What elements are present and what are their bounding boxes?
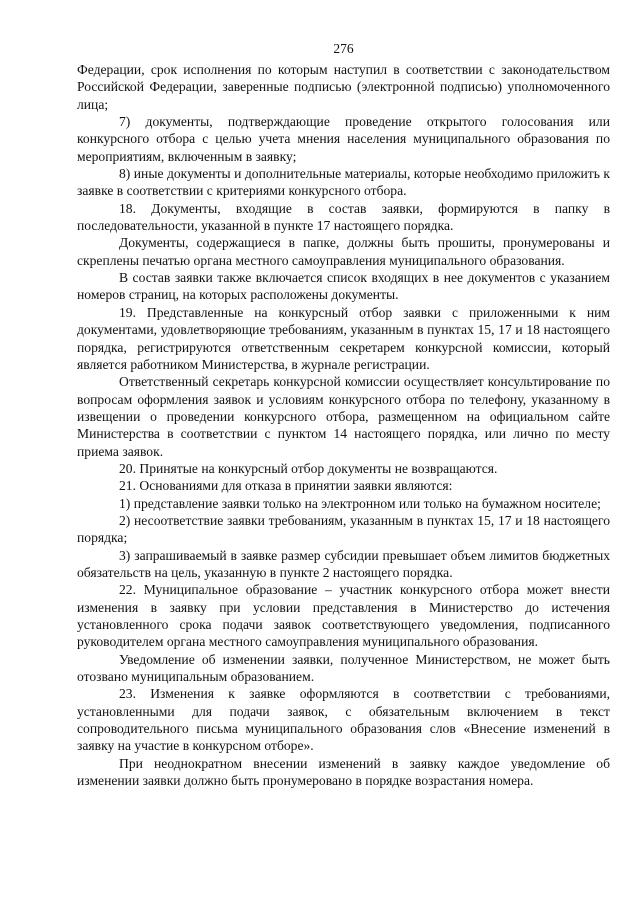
paragraph-clause-20: 20. Принятые на конкурсный отбор документы не возвращаются.	[119, 460, 498, 476]
paragraph-numbering: При неоднократном внесении изменений в заявку каждое уведомление об изменении заявки должно быть пронумеровано в порядке возрастания номера.	[77, 755, 610, 789]
paragraph-clause-19: 19. Представленные на конкурсный отбор заявки с приложенными к ним документами, удовлетворяющие требованиям, указанным в пунктах 15, 17 и 18 настоящего порядка, регистрируются ответственным секретарем конкурсной комиссии, который является работником Министерства, в журнале регистрации.	[77, 304, 610, 372]
paragraph-refusal-1: 1) представление заявки только на электронном или только на бумажном носителе;	[119, 495, 601, 511]
paragraph-documents-list: В состав заявки также включается список входящих в нее документов с указанием номеров страниц, на которых расположены документы.	[77, 270, 610, 303]
paragraph-refusal-2: 2) несоответствие заявки требованиям, указанным в пунктах 15, 17 и 18 настоящего порядка;	[77, 512, 610, 546]
page-number: 276	[333, 41, 354, 56]
paragraph-item-8: 8) иные документы и дополнительные материалы, которые необходимо приложить к заявке в соответствии с критериями конкурсного отбора.	[77, 166, 610, 199]
paragraph-clause-22: 22. Муниципальное образование – участник конкурсного отбора может внести изменения в заявку при условии представления в Министерство до истечения установленного срока подачи заявок соответствующего уведомления, подписанного руководителем органа местного самоуправления муниципального образования.	[77, 582, 610, 650]
paragraph-folder-binding: Документы, содержащиеся в папке, должны быть прошиты, пронумерованы и скреплены печатью органа местного самоуправления муниципального образования.	[77, 235, 610, 268]
paragraph-clause-21: 21. Основаниями для отказа в принятии заявки являются:	[119, 478, 453, 494]
paragraph-continuation: Федерации, срок исполнения по которым наступил в соответствии с законодательством Российской Федерации, заверенные подписью (электронной подписью) уполномоченного лица;	[77, 62, 610, 112]
paragraph-notice-irrevocable: Уведомление об изменении заявки, полученное Министерством, не может быть отозвано муниципальным образованием.	[77, 651, 610, 685]
paragraph-secretary-consulting: Ответственный секретарь конкурсной комиссии осуществляет консультирование по вопросам оформления заявок и условиям конкурсного отбора по телефону, указанному в извещении о проведении конкурсного отбора, размещенном на официальном сайте Министерства в соответствии с пунктом 14 настоящего порядка, или лично по месту приема заявок.	[77, 374, 610, 459]
paragraph-refusal-3: 3) запрашиваемый в заявке размер субсидии превышает объем лимитов бюджетных обязательств на цель, указанную в пункте 2 настоящего порядка.	[77, 547, 610, 580]
paragraph-clause-18: 18. Документы, входящие в состав заявки, формируются в папку в последовательности, указанной в пункте 17 настоящего порядка.	[77, 200, 610, 234]
paragraph-clause-23: 23. Изменения к заявке оформляются в соответствии с требованиями, установленными для подачи заявок, с обязательным включением в текст сопроводительного письма муниципального образования слов «Внесение изменений в заявку на участие в конкурсном отборе».	[77, 686, 610, 754]
paragraph-item-7: 7) документы, подтверждающие проведение открытого голосования или конкурсного отбора с целью учета мнения населения муниципального образования по мероприятиям, включенным в заявку;	[77, 114, 610, 164]
